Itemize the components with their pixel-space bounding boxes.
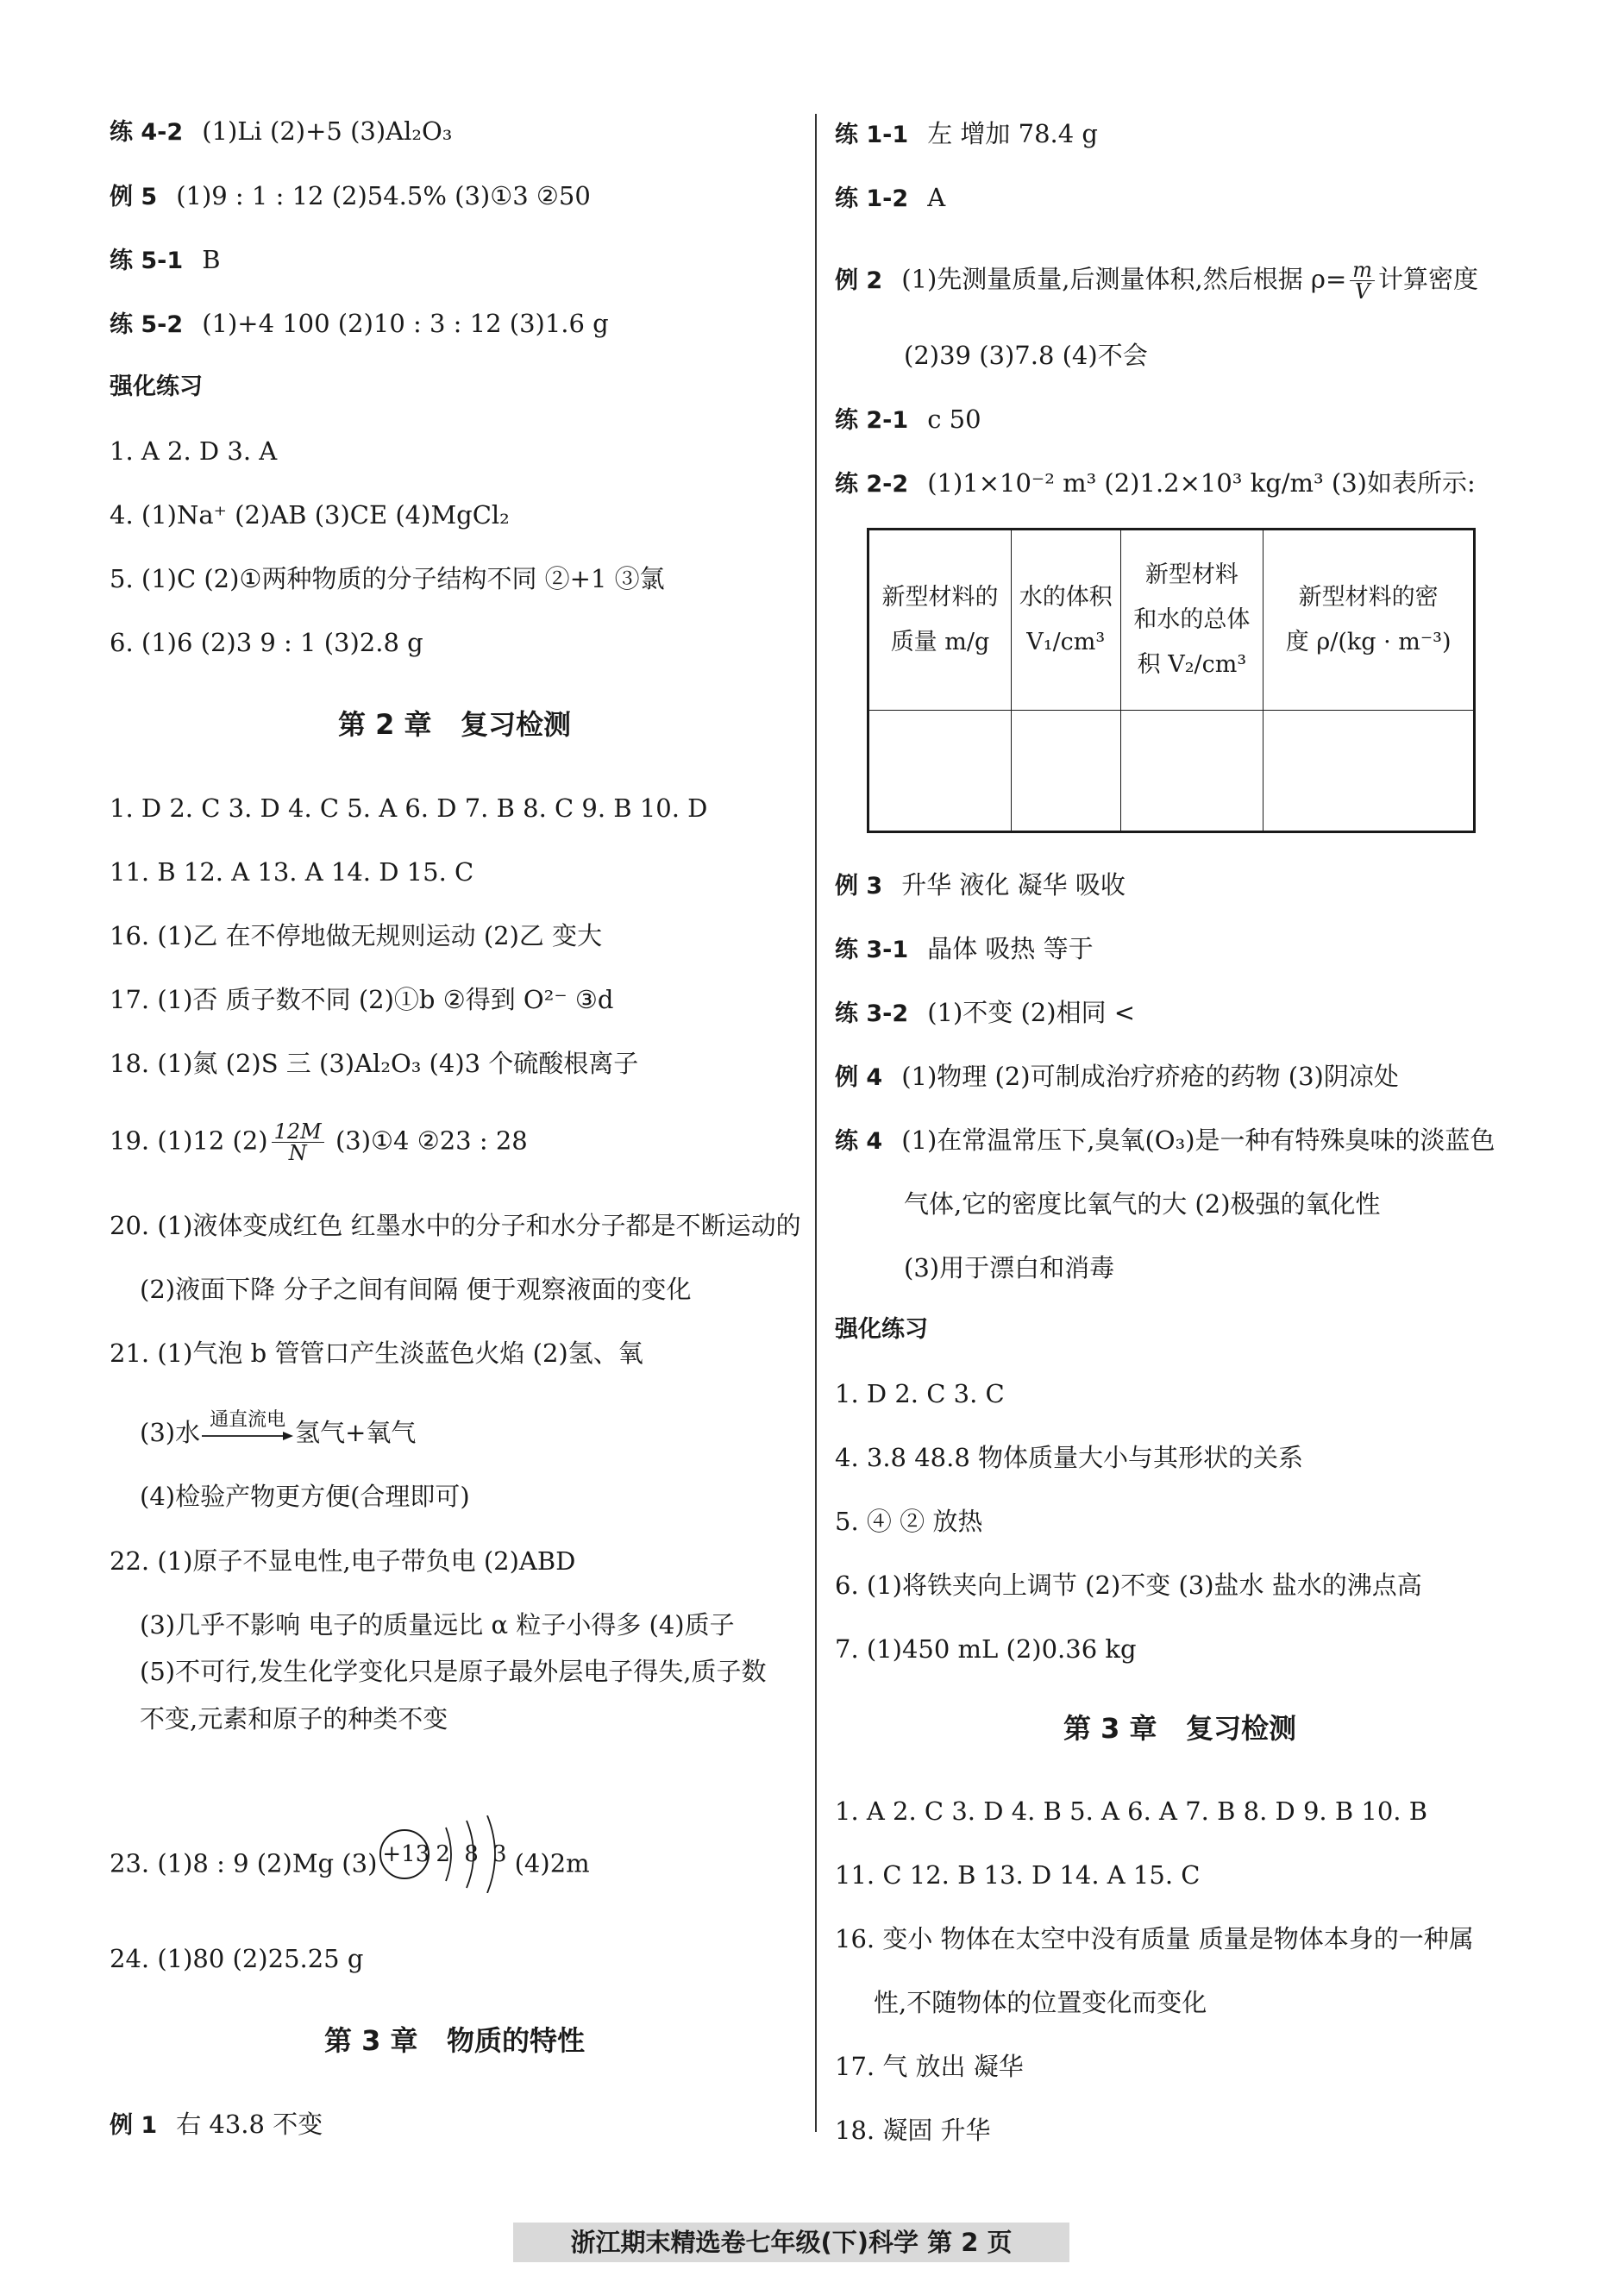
page-footer: 浙江期末精选卷七年级(下)科学 第 2 页 — [513, 2223, 1069, 2262]
answer-line: 1. A 2. D 3. A — [110, 436, 278, 466]
chapter-heading: 第 3 章 复习检测 — [1063, 1712, 1296, 1745]
answer-line: 17. 气 放出 凝华 — [835, 2052, 1024, 2081]
answer-line: 21. (1)气泡 b 管管口产生淡蓝色火焰 (2)氢、氧 — [110, 1339, 643, 1368]
answer-line: 例 5 (1)9 : 1 : 12 (2)54.5% (3)①3 ②50 — [110, 181, 591, 210]
answer-line: (5)不可行,发生化学变化只是原子最外层电子得失,质子数 — [140, 1657, 767, 1686]
table-header: 新型材料 和水的总体 积 V₂/cm³ — [1120, 530, 1263, 711]
reaction-arrow: 通直流电 — [200, 1415, 295, 1450]
answer-line: 例 4 (1)物理 (2)可制成治疗疥疮的药物 (3)阴凉处 — [835, 1062, 1399, 1091]
answer-line: 5. (1)C (2)①两种物质的分子结构不同 ②+1 ③氯 — [110, 564, 665, 593]
chapter-heading: 第 2 章 复习检测 — [338, 708, 571, 741]
answer-line: 22. (1)原子不显电性,电子带负电 (2)ABD — [110, 1546, 576, 1576]
section-subtitle: 强化练习 — [835, 1316, 928, 1343]
fraction: $\frac{12M}{N}$ — [272, 1121, 324, 1163]
answer-line: 5. ④ ② 放热 — [835, 1507, 983, 1536]
table-header: 新型材料的 质量 m/g — [868, 530, 1012, 711]
answer-line: 11. C 12. B 13. D 14. A 15. C — [835, 1860, 1201, 1890]
table-cell — [868, 711, 1012, 832]
section-subtitle: 强化练习 — [110, 373, 203, 400]
answer-line: 练 4-2 (1)Li (2)+5 (3)Al₂O₃ — [110, 116, 453, 146]
answer-line: 练 1-2 A — [835, 183, 946, 212]
answer-line: 4. (1)Na⁺ (2)AB (3)CE (4)MgCl₂ — [110, 500, 510, 530]
answer-line: 16. (1)乙 在不停地做无规则运动 (2)乙 变大 — [110, 921, 603, 950]
answer-line: 练 5-1 B — [110, 245, 221, 274]
fraction: $\frac{m}{V}$ — [1350, 260, 1375, 302]
answer-line: 16. 变小 物体在太空中没有质量 质量是物体本身的一种属 — [835, 1924, 1474, 1953]
answer-line: 不变,元素和原子的种类不变 — [140, 1704, 448, 1734]
answer-line: 18. (1)氮 (2)S 三 (3)Al₂O₃ (4)3 个硫酸根离子 — [110, 1049, 639, 1078]
answer-line: 7. (1)450 mL (2)0.36 kg — [835, 1634, 1137, 1664]
answer-line: 6. (1)6 (2)3 9 : 1 (3)2.8 g — [110, 628, 423, 657]
answer-line: 20. (1)液体变成红色 红墨水中的分子和水分子都是不断运动的 — [110, 1211, 801, 1240]
answer-line: 23. (1)8 : 9 (2)Mg (3) +13 2 8 3 (4)2m — [110, 1837, 590, 1893]
answer-line: (2)液面下降 分子之间有间隔 便于观察液面的变化 — [140, 1275, 692, 1304]
answer-line: 18. 凝固 升华 — [835, 2116, 991, 2145]
answer-line: (3)用于漂白和消毒 — [904, 1253, 1115, 1282]
answer-line: 4. 3.8 48.8 物体质量大小与其形状的关系 — [835, 1443, 1304, 1472]
answer-line: 练 3-2 (1)不变 (2)相同 < — [835, 998, 1136, 1027]
equation-line: (3)水 通直流电 氢气+氧气 — [140, 1415, 416, 1450]
data-table — [867, 528, 1476, 833]
answer-line: 练 3-1 晶体 吸热 等于 — [835, 934, 1094, 963]
answer-line: 17. (1)否 质子数不同 (2)①b ②得到 O²⁻ ③d — [110, 985, 614, 1014]
table-cell — [1011, 711, 1120, 832]
answer-line: 例 1 右 43.8 不变 — [110, 2110, 323, 2139]
answer-line: 练 2-2 (1)1×10⁻² m³ (2)1.2×10³ kg/m³ (3)如表所示: — [835, 468, 1476, 498]
answer-line: 例 2 (1)先测量质量,后测量体积,然后根据 ρ= $\frac{m}{V}$ 计算密度 — [835, 258, 1479, 304]
answer-line: 练 4 (1)在常温常压下,臭氧(O₃)是一种有特殊臭味的淡蓝色 — [835, 1125, 1495, 1155]
table-header: 新型材料的密 度 ρ/(kg · m⁻³) — [1263, 530, 1475, 711]
answer-line: 1. A 2. C 3. D 4. B 5. A 6. A 7. B 8. D 9. B 10. B — [835, 1796, 1428, 1826]
table-cell — [1120, 711, 1263, 832]
table-header: 水的体积 V₁/cm³ — [1011, 530, 1120, 711]
answer-line: 练 5-2 (1)+4 100 (2)10 : 3 : 12 (3)1.6 g — [110, 309, 609, 338]
answer-line: 1. D 2. C 3. D 4. C 5. A 6. D 7. B 8. C 9. B 10. D — [110, 793, 708, 823]
answer-line: 24. (1)80 (2)25.25 g — [110, 1944, 364, 1973]
answer-line: 6. (1)将铁夹向上调节 (2)不变 (3)盐水 盐水的沸点高 — [835, 1571, 1422, 1600]
answer-line: 练 1-1 左 增加 78.4 g — [835, 119, 1098, 148]
answer-line: 19. (1)12 (2) $\frac{12M}{N}$ (3)①4 ②23 : 28 — [110, 1119, 528, 1165]
atom-structure-diagram: +13 2 8 3 — [377, 1815, 506, 1893]
answer-line: 气体,它的密度比氧气的大 (2)极强的氧化性 — [904, 1189, 1381, 1219]
column-divider — [815, 114, 817, 2132]
answer-line: 1. D 2. C 3. C — [835, 1379, 1005, 1408]
answer-line: (2)39 (3)7.8 (4)不会 — [904, 341, 1148, 370]
table-cell — [1263, 711, 1475, 832]
answer-line: 性,不随物体的位置变化而变化 — [874, 1988, 1207, 2017]
answer-line: 练 2-1 c 50 — [835, 404, 981, 434]
answer-line: (3)几乎不影响 电子的质量远比 α 粒子小得多 (4)质子 — [140, 1610, 735, 1640]
chapter-heading: 第 3 章 物质的特性 — [324, 2024, 585, 2057]
answer-line: 11. B 12. A 13. A 14. D 15. C — [110, 857, 474, 887]
answer-line: (4)检验产物更方便(合理即可) — [140, 1482, 470, 1511]
answer-line: 例 3 升华 液化 凝华 吸收 — [835, 870, 1126, 900]
